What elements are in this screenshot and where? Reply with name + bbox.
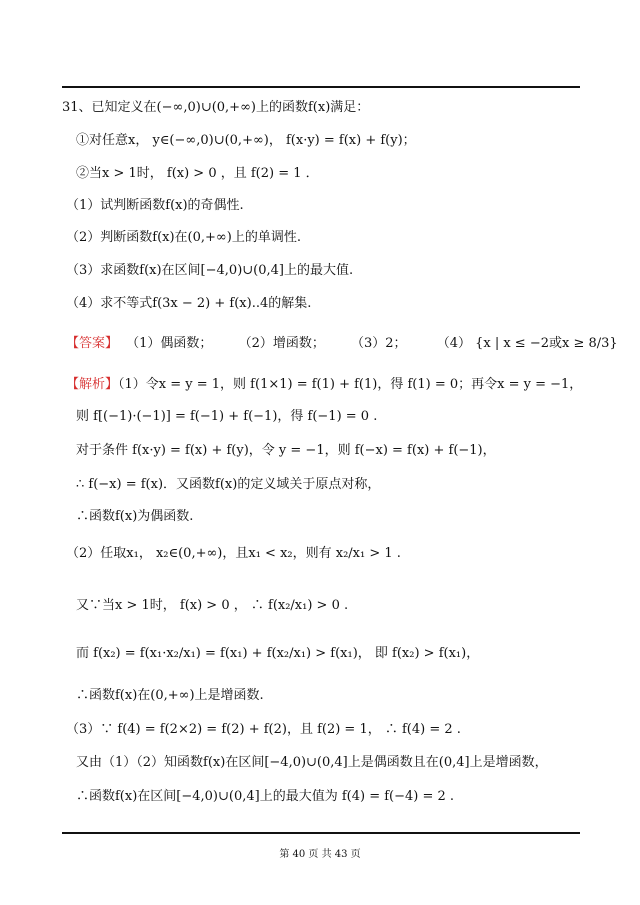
bottom-rule [62, 832, 580, 834]
analysis-line-11: 又由（1）（2）知函数f(x)在区间[−4,0)∪(0,4]上是偶函数且在(0,4]上是增函数， [76, 755, 548, 770]
answer-tag: 【答案】 [66, 336, 119, 351]
page-footer: 第 40 页 共 43 页 [279, 849, 361, 860]
answer-1: （1）偶函数； [126, 336, 213, 351]
analysis-line-12: ∴函数f(x)在区间[−4,0)∪(0,4]上的最大值为 f(4) = f(−4) = 2 . [76, 789, 455, 804]
analysis-line-6: （2）任取x₁， x₂∈(0,+∞)，且x₁ < x₂，则有 x₂/x₁ > 1 . [66, 546, 401, 561]
analysis-line-9: ∴函数f(x)在(0,+∞)上是增函数. [76, 688, 264, 703]
question-2: （2）判断函数f(x)在(0,+∞)上的单调性. [66, 230, 301, 245]
analysis-line-10: （3）∵ f(4) = f(2×2) = f(2) + f(2)，且 f(2) = 1， ∴ f(4) = 2 . [66, 722, 461, 737]
answer-3: （3）2； [351, 336, 407, 351]
analysis-line-3: 对于条件 f(x·y) = f(x) + f(y)，令 y = −1，则 f(−x) = f(x) + f(−1)， [76, 443, 496, 458]
analysis-line-4: ∴ f(−x) = f(x)．又函数f(x)的定义域关于原点对称， [76, 477, 381, 492]
answer-row [66, 335, 618, 353]
analysis-line-1-text: （1）令x = y = 1，则 f(1×1) = f(1) + f(1)，得 f(1) = 0；再令x = y = −1， [118, 377, 583, 392]
condition-1: ①对任意x， y∈(−∞,0)∪(0,+∞)， f(x·y) = f(x) + f(y)； [76, 133, 416, 148]
problem-stem [62, 99, 369, 117]
condition-2: ②当x > 1时， f(x) > 0 ，且 f(2) = 1 ． [76, 166, 319, 181]
answer-4: （4） {x | x ≤ −2或x ≥ 8/3} [436, 336, 618, 351]
analysis-line-8: 而 f(x₂) = f(x₁·x₂/x₁) = f(x₁) + f(x₂/x₁) > f(x₁)， 即 f(x₂) > f(x₁)， [76, 646, 480, 661]
problem-stem-text: 已知定义在(−∞,0)∪(0,+∞)上的函数f(x)满足： [91, 100, 370, 115]
analysis-line-2: 则 f[(−1)·(−1)] = f(−1) + f(−1)，得 f(−1) = 0 . [76, 409, 378, 424]
analysis-tag: 【解析】 [66, 377, 119, 392]
question-3: （3）求函数f(x)在区间[−4,0)∪(0,4]上的最大值. [66, 263, 354, 278]
analysis-line-7: 又∵当x > 1时， f(x) > 0 ， ∴ f(x₂/x₁) > 0 . [76, 598, 349, 613]
analysis-line-5: ∴函数f(x)为偶函数. [76, 509, 194, 524]
problem-number: 31、 [62, 100, 92, 115]
answer-2: （2）增函数； [238, 336, 325, 351]
question-1: （1）试判断函数f(x)的奇偶性. [66, 198, 244, 213]
top-rule [62, 86, 580, 88]
analysis-line-1 [66, 376, 582, 394]
question-4: （4）求不等式f(3x − 2) + f(x)..4的解集. [66, 296, 312, 311]
